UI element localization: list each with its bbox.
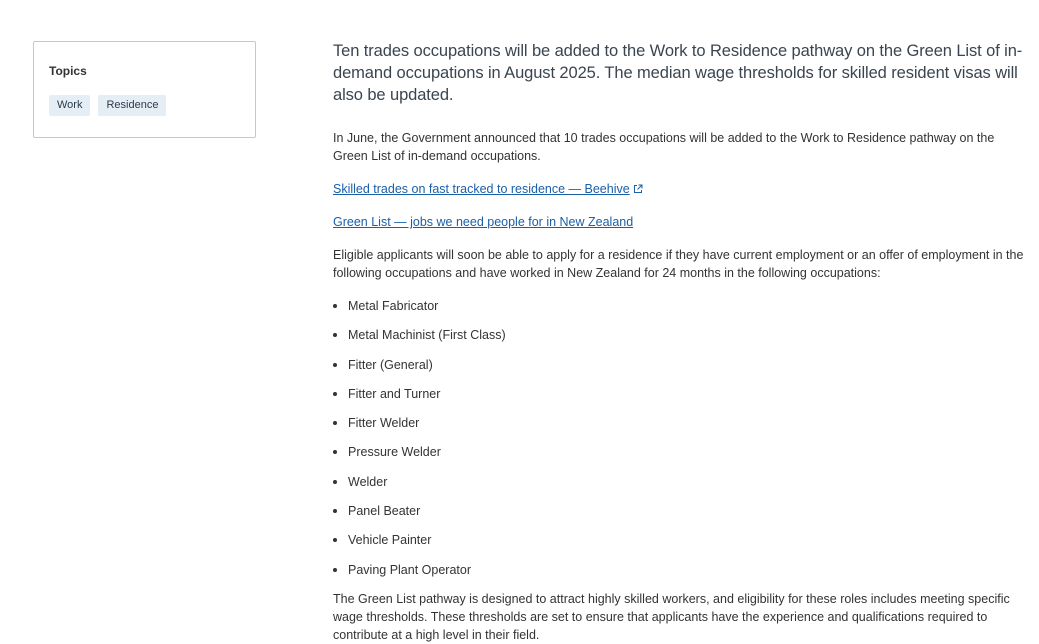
list-item — [333, 561, 1025, 579]
bullet-icon — [333, 421, 337, 425]
list-item — [333, 443, 1025, 461]
eligibility-paragraph: Eligible applicants will soon be able to apply for a residence if they have current employment or an offer of employment in the following occupations and have worked in New Zealand for 24 months in the following occupations: — [333, 248, 1024, 280]
topics-title: Topics — [49, 64, 87, 78]
occupation-label: Vehicle Painter — [348, 533, 432, 548]
bullet-icon — [333, 392, 337, 396]
bullet-icon — [333, 480, 337, 484]
green-list-link[interactable]: Green List — jobs we need people for in New Zealand — [333, 215, 634, 229]
bullet-icon — [333, 509, 337, 513]
list-item — [333, 326, 1025, 344]
list-item — [333, 473, 1025, 491]
occupation-label: Fitter (General) — [348, 357, 433, 372]
closing-paragraph: The Green List pathway is designed to attract highly skilled workers, and eligibility for these roles includes meeting specific wage thresholds. These thresholds are set to ensure that applicants have the experience and qualifications required to contribute at a high level in their field. — [333, 591, 1010, 642]
bullet-icon — [333, 333, 337, 337]
bullet-icon — [333, 538, 337, 542]
list-item — [333, 356, 1025, 374]
bullet-icon — [333, 363, 337, 367]
tag-residence[interactable]: Residence — [98, 95, 166, 116]
bullet-icon — [333, 304, 337, 308]
beehive-link[interactable]: Skilled trades on fast tracked to residence — Beehive — [333, 182, 630, 196]
occupation-label: Fitter and Turner — [348, 386, 441, 401]
bullet-icon — [333, 450, 337, 454]
list-item — [333, 414, 1025, 432]
occupation-label: Metal Fabricator — [348, 299, 439, 313]
tag-work[interactable]: Work — [49, 95, 90, 116]
article-lead: Ten trades occupations will be added to the Work to Residence pathway on the Green List of in-demand occupations in August 2025. The median wage thresholds for skilled resident visas will also be updated. — [333, 42, 1023, 104]
external-link-icon[interactable] — [633, 184, 643, 194]
list-item — [333, 502, 1025, 520]
beehive-link-line — [333, 180, 1025, 198]
occupation-label: Pressure Welder — [348, 445, 441, 460]
occupation-label: Paving Plant Operator — [348, 562, 471, 577]
list-item — [333, 297, 1025, 315]
article-body — [333, 40, 1025, 644]
occupations-list — [333, 297, 1025, 579]
list-item — [333, 385, 1025, 403]
occupation-label: Welder — [348, 474, 388, 489]
intro-paragraph: In June, the Government announced that 10 trades occupations will be added to the Work to Residence pathway on the Green List of in-demand occupations. — [333, 131, 995, 163]
topic-tags — [49, 95, 166, 116]
list-item — [333, 531, 1025, 549]
occupation-label: Panel Beater — [348, 504, 421, 519]
bullet-icon — [333, 568, 337, 572]
topics-panel — [33, 41, 256, 138]
green-list-link-line — [333, 213, 1025, 231]
occupation-label: Metal Machinist (First Class) — [348, 328, 506, 343]
occupation-label: Fitter Welder — [348, 416, 420, 431]
